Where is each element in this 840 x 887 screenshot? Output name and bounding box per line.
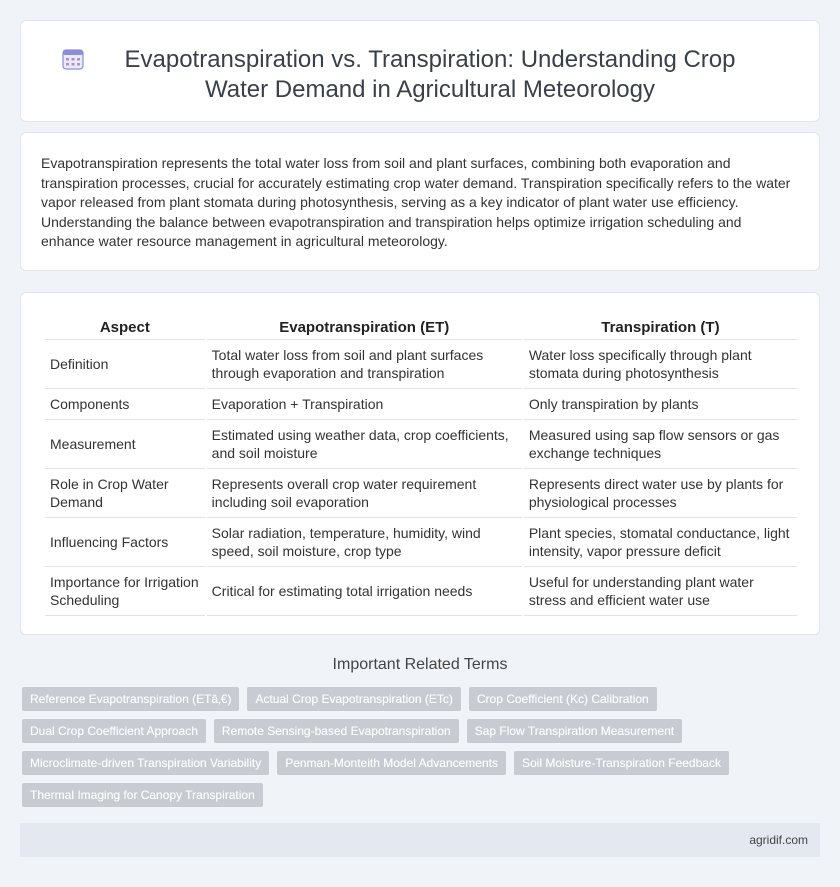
related-term-tag[interactable]: Penman-Monteith Model Advancements: [277, 751, 506, 775]
table-cell-et: Represents overall crop water requirement including soil evaporation: [207, 469, 522, 518]
table-cell-aspect: Influencing Factors: [45, 518, 205, 567]
related-term-tag[interactable]: Microclimate-driven Transpiration Variability: [22, 751, 269, 775]
table-cell-t: Plant species, stomatal conductance, light intensity, vapor pressure deficit: [524, 518, 797, 567]
header-evapotranspiration: Evapotranspiration (ET): [207, 315, 522, 340]
comparison-table: [43, 315, 799, 616]
table-cell-et: Critical for estimating total irrigation needs: [207, 567, 522, 616]
table-row: [45, 389, 797, 420]
intro-card: [20, 132, 820, 271]
header-aspect: Aspect: [45, 315, 205, 340]
table-cell-et: Solar radiation, temperature, humidity, wind speed, soil moisture, crop type: [207, 518, 522, 567]
table-row: [45, 469, 797, 518]
table-cell-aspect: Importance for Irrigation Scheduling: [45, 567, 205, 616]
header-card: [20, 20, 820, 122]
related-term-tag[interactable]: Dual Crop Coefficient Approach: [22, 719, 206, 743]
related-terms-title: Important Related Terms: [332, 656, 508, 673]
table-row: [45, 420, 797, 469]
footer: [20, 823, 820, 857]
table-cell-aspect: Components: [45, 389, 205, 420]
intro-paragraph: Evapotranspiration represents the total water loss from soil and plant surfaces, combining both evaporation and transpiration processes, crucial for accurately estimating crop water demand. Transpiration specifically refers to the water vapor released from plant stomata during photosynthesis, serving as a key indicator of plant water use efficiency. Understanding the balance between evapotranspiration and transpiration helps optimize irrigation scheduling and enhance water resource management in agricultural meteorology.: [41, 155, 791, 249]
header-transpiration: Transpiration (T): [524, 315, 797, 340]
footer-site-link[interactable]: agridif.com: [749, 833, 808, 847]
table-row: [45, 567, 797, 616]
related-term-tag[interactable]: Soil Moisture-Transpiration Feedback: [514, 751, 729, 775]
table-row: [45, 340, 797, 389]
related-term-tag[interactable]: Remote Sensing-based Evapotranspiration: [214, 719, 459, 743]
related-term-tag[interactable]: Thermal Imaging for Canopy Transpiration: [22, 783, 263, 807]
table-cell-aspect: Measurement: [45, 420, 205, 469]
related-term-tag[interactable]: Actual Crop Evapotranspiration (ETc): [247, 687, 460, 711]
page-title: Evapotranspiration vs. Transpiration: Understanding Crop Water Demand in Agricultural Meteorology: [124, 46, 736, 103]
table-cell-et: Total water loss from soil and plant surfaces through evaporation and transpiration: [207, 340, 522, 389]
related-term-tag[interactable]: Crop Coefficient (Kc) Calibration: [469, 687, 657, 711]
table-cell-et: Evaporation + Transpiration: [207, 389, 522, 420]
table-cell-aspect: Definition: [45, 340, 205, 389]
table-cell-t: Only transpiration by plants: [524, 389, 797, 420]
table-cell-t: Useful for understanding plant water stress and efficient water use: [524, 567, 797, 616]
table-cell-t: Water loss specifically through plant stomata during photosynthesis: [524, 340, 797, 389]
table-cell-aspect: Role in Crop Water Demand: [45, 469, 205, 518]
related-term-tag[interactable]: Sap Flow Transpiration Measurement: [467, 719, 682, 743]
table-row: [45, 518, 797, 567]
related-term-tag[interactable]: Reference Evapotranspiration (ETâ‚€): [22, 687, 239, 711]
related-terms-list: [22, 687, 742, 807]
comparison-table-card: [20, 292, 820, 635]
table-cell-t: Measured using sap flow sensors or gas exchange techniques: [524, 420, 797, 469]
table-cell-t: Represents direct water use by plants for physiological processes: [524, 469, 797, 518]
table-header-row: [45, 315, 797, 340]
table-cell-et: Estimated using weather data, crop coefficients, and soil moisture: [207, 420, 522, 469]
